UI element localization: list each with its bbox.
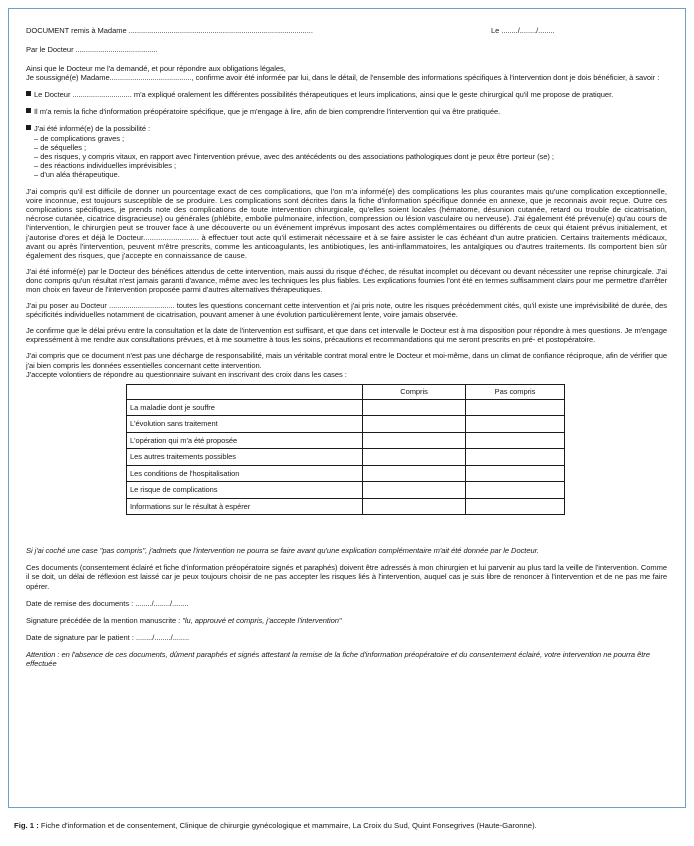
pas-compris-checkbox-cell[interactable] [466, 465, 565, 482]
pas-compris-note: Si j'ai coché une case "pas compris", j'admets que l'intervention ne pourra se faire avant qu'une explication complémentaire m'ait été donnée par le Docteur. [26, 546, 539, 556]
bullet-possibility-text: J'ai été informé(e) de la possibilité : [34, 124, 151, 134]
table-row [127, 482, 565, 499]
intro-line-2: Je soussigné(e) Madame........................................, confirme avoir été informée par lui, dans le détail, de l'ensemble des informations spécifiques à l'intervention dont je dois bénéficier, à savoir : [26, 73, 660, 83]
row-label: Le risque de complications [127, 482, 363, 499]
contract-paragraph: J'ai compris que ce document n'est pas une décharge de responsabilité, mais un véritable contrat moral entre le Docteur et moi-même, dans un climat de confiance réciproque, afin de vérifier que j'ai bien compris les données essentielles concernant cette intervention. [26, 351, 667, 370]
row-label: Les conditions de l'hospitalisation [127, 465, 363, 482]
pas-compris-checkbox-cell[interactable] [466, 498, 565, 515]
bullet-square-icon [26, 91, 31, 96]
remise-date-line: Date de remise des documents : ......../......../........ [26, 598, 189, 608]
signature-line [26, 616, 667, 625]
row-label: Informations sur le résultat à espérer [127, 498, 363, 515]
table-row [127, 432, 565, 449]
documents-paragraph: Ces documents (consentement éclairé et fiche d'information préopératoire signés et paraphés) doivent être adressés à mon chirurgien et lui parvenir au plus tard la veille de l'intervention. Comme il se doit, un délai de réflexion est laissé car je peux toujours choisir de ne pas accepter les risques liés à l'intervention, auquel cas je suis libre de renoncer à l'intervention et de ne pas me faire opérer. [26, 563, 667, 591]
pas-compris-checkbox-cell[interactable] [466, 449, 565, 466]
intro-line-1: Ainsi que le Docteur me l'a demandé, et pour répondre aux obligations légales, [26, 64, 286, 74]
compris-checkbox-cell[interactable] [363, 416, 466, 433]
bullet-possibility [26, 124, 667, 133]
risk-item: – des risques, y compris vitaux, en rapport avec l'intervention prévue, avec des antécédents ou des associations pathologiques dont je peux être porteur (se) ; [34, 151, 554, 161]
attention-note: Attention : en l'absence de ces documents, dûment paraphés et signés attestant la remise de la fiche d'information préopératoire et du consentement éclairé, votre intervention ne pourra être effectuée [26, 649, 650, 668]
caption-text: Fiche d'information et de consentement, Clinique de chirurgie gynécologique et mammaire, La Croix du Sud, Quint Fonsegrives (Haute-Garonne). [38, 821, 537, 830]
bullet-square-icon [26, 108, 31, 113]
bullet-explanation [26, 90, 667, 99]
risk-item: – de séquelles ; [34, 142, 87, 152]
bullet-explanation-text: Le Docteur ............................. m'a expliqué oralement les différentes possibilités thérapeutiques et leurs implications, ainsi que le geste chirurgical qu'il me propose de pratiquer. [34, 90, 614, 100]
questions-paragraph: J'ai pu poser au Docteur ................................ toutes les questions concernant cette intervention et j'ai pris note, outre les risques précédemment cités, qu'il existe une imprévisibilité de durée, des spécificités individuelles notamment de cicatrisation, pouvant amener à une évolution particulièrement lente, voire jamais observée. [26, 301, 667, 320]
doctor-line: Par le Docteur ........................................ [26, 45, 158, 54]
compris-checkbox-cell[interactable] [363, 482, 466, 499]
row-label: La maladie dont je souffre [127, 399, 363, 416]
pas-compris-checkbox-cell[interactable] [466, 399, 565, 416]
questionnaire-intro: J'accepte volontiers de répondre au questionnaire suivant en inscrivant des croix dans les cases : [26, 369, 347, 379]
bullet-square-icon [26, 125, 31, 130]
compris-checkbox-cell[interactable] [363, 449, 466, 466]
row-label: L'évolution sans traitement [127, 416, 363, 433]
document-recipient: DOCUMENT remis à Madame .......................................................................................... [26, 26, 313, 35]
pas-compris-checkbox-cell[interactable] [466, 432, 565, 449]
signature-mention: "lu, approuvé et compris, j'accepte l'intervention" [182, 615, 342, 625]
row-label: L'opération qui m'a été proposée [127, 432, 363, 449]
column-compris: Compris [363, 384, 466, 399]
caption-label: Fig. 1 : [14, 821, 39, 830]
column-pas-compris: Pas compris [466, 384, 565, 399]
row-label: Les autres traitements possibles [127, 449, 363, 466]
signature-label: Signature précédée de la mention manuscrite : [26, 615, 183, 625]
consent-form [26, 26, 667, 668]
compris-checkbox-cell[interactable] [363, 465, 466, 482]
table-row [127, 498, 565, 515]
risk-item: – de complications graves ; [34, 133, 125, 143]
complications-paragraph: J'ai compris qu'il est difficile de donner un pourcentage exact de ces complications, que l'on m'a informé(e) des complications les plus courantes mais qu'une complication exceptionnelle, voire inconnue, est toujours susceptible de se produire. Les complications sont décrites dans la fiche d'information spécifique donnée en annexe, que je reconnais avoir reçue. Outre ces complications spécifiques, je prends note des complications de toute intervention chirurgicale, qu'elles soient locales (hématome, désunion cutanée, retard ou trouble de cicatrisation, nécrose cutanée, cicatrice disgracieuse) ou générales (phlébite, embolie pulmonaire, infection, compression ou lésion vasculaire ou nerveuse). J'ai également été prévenu(e) qu'au cours de l'intervention, le chirurgien peut se trouver face à une découverte ou un événement imprévus imposant des actes complémentaires ou différents de ceux qui étaient prévus initialement, et j'autorise d'ores et déjà le Docteur.......................... à effectuer tout acte qu'il estimerait nécessaire et à se faire assister le cas échéant d'un autre praticien. Certains traitements médicaux, avant ou après l'intervention, peuvent m'être prescrits, comme les anticoagulants, les antibiotiques, les anti-inflammatoires, les antalgiques ou d'autres traitements. Ils comportent bien sûr également des risques, que j'accepte en connaissance de cause. [26, 187, 667, 260]
table-header-row [127, 384, 565, 399]
benefits-paragraph: J'ai été informé(e) par le Docteur des bénéfices attendus de cette intervention, mais aussi du risque d'échec, de résultat incomplet ou décevant ou devant nécessiter une reprise chirurgicale. J'ai donc compris qu'un résultat n'est jamais garanti d'avance, même avec les techniques les plus fiables. Les explications fournies l'ont été en termes suffisamment clairs pour me permettre d'arrêter mon choix en faveur de l'intervention proposée parmi d'autres alternatives thérapeutiques. [26, 266, 667, 294]
pas-compris-checkbox-cell[interactable] [466, 482, 565, 499]
risk-item: – des réactions individuelles imprévisibles ; [34, 160, 177, 170]
compris-checkbox-cell[interactable] [363, 399, 466, 416]
bullet-fiche [26, 107, 667, 116]
table-row [127, 399, 565, 416]
table-header-empty [127, 384, 363, 399]
header-line [26, 26, 667, 35]
delay-paragraph: Je confirme que le délai prévu entre la consultation et la date de l'intervention est suffisant, et que dans cet intervalle le Docteur est à ma disposition pour répondre à mes questions. Je m'engage expressément à me rendre aux consultations prévues, et à me soumettre à tous les soins, précautions et recommandations qui me seront prescrits en pré- et postopératoire. [26, 326, 667, 345]
questionnaire-table [126, 384, 565, 516]
pas-compris-checkbox-cell[interactable] [466, 416, 565, 433]
compris-checkbox-cell[interactable] [363, 498, 466, 515]
table-row [127, 416, 565, 433]
signature-date-line: Date de signature par le patient : ......../......../........ [26, 632, 190, 642]
risk-item: – d'un aléa thérapeutique. [34, 169, 120, 179]
table-row [127, 465, 565, 482]
bullet-fiche-text: Il m'a remis la fiche d'information préopératoire spécifique, que je m'engage à lire, afin de bien comprendre l'intervention qui va être pratiquée. [34, 107, 501, 117]
compris-checkbox-cell[interactable] [363, 432, 466, 449]
figure-caption [14, 821, 537, 830]
document-date: Le ......../......../........ [491, 26, 555, 35]
table-row [127, 449, 565, 466]
